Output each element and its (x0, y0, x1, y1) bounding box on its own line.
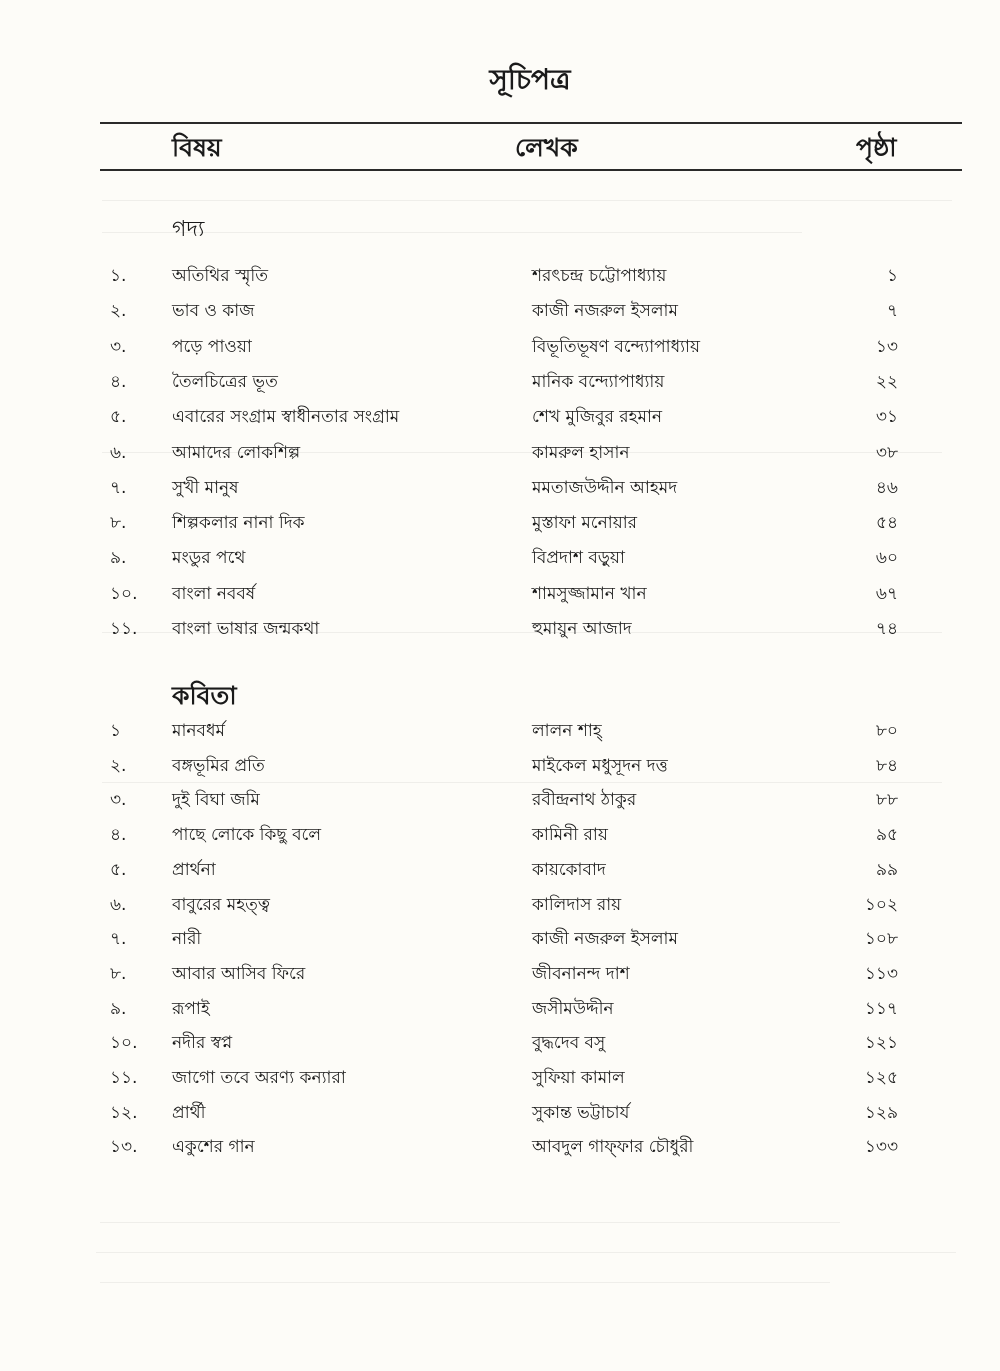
toc-row (0, 892, 1000, 922)
toc-author: মুস্তাফা মনোয়ার (532, 513, 637, 534)
toc-row (0, 440, 1000, 470)
toc-row (0, 475, 1000, 505)
toc-title: প্রার্থনা (172, 859, 216, 880)
toc-title: ভাব ও কাজ (172, 301, 255, 322)
toc-page-number: ৮০ (875, 721, 898, 741)
toc-page-number: ১২১ (864, 1033, 898, 1054)
toc-author: লালন শাহ্ (532, 721, 602, 741)
toc-page-number: ১৩৩ (864, 1137, 898, 1158)
toc-author: বিভূতিভূষণ বন্দ্যোপাধ্যায় (532, 336, 700, 357)
toc-page-number: ১২৯ (864, 1102, 898, 1123)
toc-page-number: ৭ (886, 301, 898, 322)
toc-page-number: ৩১ (875, 407, 898, 428)
toc-page-number: ৯৫ (875, 825, 898, 846)
toc-number: ১১. (110, 1068, 138, 1088)
header-author: লেখক (515, 133, 578, 162)
toc-title: মানবধর্ম (172, 721, 225, 741)
toc-page-number: ১০২ (864, 894, 898, 915)
toc-author: কালিদাস রায় (532, 894, 622, 915)
toc-row (0, 510, 1000, 540)
toc-row (0, 787, 1000, 817)
toc-author: জীবনানন্দ দাশ (532, 963, 630, 984)
toc-author: বুদ্ধদেব বসু (532, 1033, 606, 1054)
toc-row (0, 822, 1000, 852)
toc-page-number: ৭৪ (875, 619, 898, 639)
toc-number: ১ (110, 721, 122, 741)
toc-number: ১৩. (110, 1137, 138, 1158)
toc-title: রূপাই (172, 998, 210, 1019)
toc-number: ১২. (110, 1102, 138, 1123)
toc-row (0, 753, 1000, 783)
toc-author: শেখ মুজিবুর রহমান (532, 407, 663, 428)
toc-title: নদীর স্বপ্ন (172, 1033, 233, 1054)
toc-author: মানিক বন্দ্যোপাধ্যায় (532, 371, 665, 392)
toc-title: জাগো তবে অরণ্য কন্যারা (172, 1068, 346, 1088)
toc-page-number: ৪৬ (875, 477, 898, 498)
toc-number: ৮. (110, 963, 127, 984)
toc-number: ৫. (110, 859, 127, 880)
toc-row (0, 857, 1000, 887)
toc-author: কামিনী রায় (532, 825, 608, 846)
toc-title: প্রার্থী (172, 1102, 206, 1123)
toc-number: ৬. (110, 894, 127, 915)
toc-number: ২. (110, 301, 127, 322)
toc-title: অতিথির স্মৃতি (172, 266, 268, 286)
toc-title: পাছে লোকে কিছু বলে (172, 825, 322, 846)
toc-row (0, 404, 1000, 434)
toc-page-number: ৩৮ (875, 442, 898, 463)
toc-title: বাংলা ভাষার জন্মকথা (172, 619, 320, 639)
toc-page-number: ১৩ (875, 336, 898, 357)
toc-author: সুকান্ত ভট্টাচার্য (532, 1102, 630, 1123)
toc-title: এবারের সংগ্রাম স্বাধীনতার সংগ্রাম (172, 407, 400, 428)
toc-author: রবীন্দ্রনাথ ঠাকুর (532, 790, 637, 811)
toc-row (0, 369, 1000, 399)
toc-author: কায়কোবাদ (532, 859, 606, 880)
header-bottom-rule (100, 169, 962, 171)
toc-author: আবদুল গাফ্ফার চৌধুরী (532, 1137, 694, 1158)
toc-author: মাইকেল মধুসূদন দত্ত (532, 755, 668, 776)
toc-page-number: ৮৮ (875, 790, 898, 811)
toc-row (0, 298, 1000, 328)
toc-number: ৩. (110, 790, 127, 811)
toc-row (0, 1030, 1000, 1060)
section-title-poetry: কবিতা (172, 681, 237, 710)
toc-author: জসীমউদ্দীন (532, 998, 614, 1019)
toc-row (0, 1100, 1000, 1130)
toc-page-number: ১১৩ (864, 963, 898, 984)
section-title-prose: গদ্য (172, 217, 205, 242)
toc-title: শিল্পকলার নানা দিক (172, 513, 305, 534)
toc-number: ৯. (110, 998, 127, 1019)
toc-row (0, 1065, 1000, 1095)
toc-number: ৯. (110, 548, 127, 569)
toc-title: বঙ্গভূমির প্রতি (172, 755, 265, 776)
toc-row (0, 926, 1000, 956)
toc-row (0, 996, 1000, 1026)
toc-author: শামসুজ্জামান খান (532, 583, 647, 604)
toc-title: তৈলচিত্রের ভূত (172, 371, 278, 392)
toc-number: ১১. (110, 619, 138, 639)
toc-title: বাংলা নববর্ষ (172, 583, 256, 604)
toc-page-number: ৯৯ (875, 859, 898, 880)
toc-number: ৭. (110, 929, 127, 950)
toc-number: ১. (110, 266, 127, 286)
toc-author: বিপ্রদাশ বড়ুয়া (532, 548, 625, 569)
toc-number: ৬. (110, 442, 127, 463)
toc-row (0, 616, 1000, 646)
toc-author: কাজী নজরুল ইসলাম (532, 929, 678, 950)
toc-row (0, 545, 1000, 575)
header-top-rule (100, 122, 962, 124)
toc-row (0, 581, 1000, 611)
toc-number: ৩. (110, 336, 127, 357)
toc-title: একুশের গান (172, 1137, 255, 1158)
toc-number: ৫. (110, 407, 127, 428)
toc-title: আবার আসিব ফিরে (172, 963, 306, 984)
toc-page-number: ১১৭ (864, 998, 898, 1019)
toc-page-number: ২২ (875, 371, 898, 392)
toc-title: আমাদের লোকশিল্প (172, 442, 301, 463)
toc-page-number: ৫৪ (875, 513, 898, 534)
toc-author: মমতাজউদ্দীন আহমদ (532, 477, 678, 498)
toc-number: ৪. (110, 371, 127, 392)
toc-row (0, 334, 1000, 364)
toc-page-number: ১ (886, 266, 898, 286)
toc-page-number: ১০৮ (864, 929, 898, 950)
toc-author: কামরুল হাসান (532, 442, 630, 463)
toc-author: হুমায়ুন আজাদ (532, 619, 632, 639)
toc-title: সুখী মানুষ (172, 477, 239, 498)
toc-author: সুফিয়া কামাল (532, 1068, 625, 1088)
toc-title: মংডুর পথে (172, 548, 246, 569)
toc-row (0, 961, 1000, 991)
toc-row (0, 718, 1000, 748)
page-title: সূচিপত্র (489, 63, 571, 96)
toc-row (0, 263, 1000, 293)
toc-number: ৪. (110, 825, 127, 846)
toc-title: দুই বিঘা জমি (172, 790, 260, 811)
toc-title: পড়ে পাওয়া (172, 336, 252, 357)
toc-row (0, 1134, 1000, 1164)
toc-author: শরৎচন্দ্র চট্টোপাধ্যায় (532, 266, 667, 286)
toc-page-number: ৮৪ (875, 755, 898, 776)
toc-page-number: ৬৭ (875, 583, 898, 604)
toc-number: ৭. (110, 477, 127, 498)
toc-page-number: ১২৫ (864, 1068, 898, 1088)
toc-number: ৮. (110, 513, 127, 534)
toc-number: ১০. (110, 583, 138, 604)
toc-title: বাবুরের মহত্ত্ব (172, 894, 271, 915)
toc-title: নারী (172, 929, 202, 950)
toc-number: ১০. (110, 1033, 138, 1054)
header-page: পৃষ্ঠা (856, 133, 897, 162)
header-subject: বিষয় (172, 133, 222, 162)
toc-number: ২. (110, 755, 127, 776)
toc-page-number: ৬০ (875, 548, 898, 569)
toc-author: কাজী নজরুল ইসলাম (532, 301, 678, 322)
